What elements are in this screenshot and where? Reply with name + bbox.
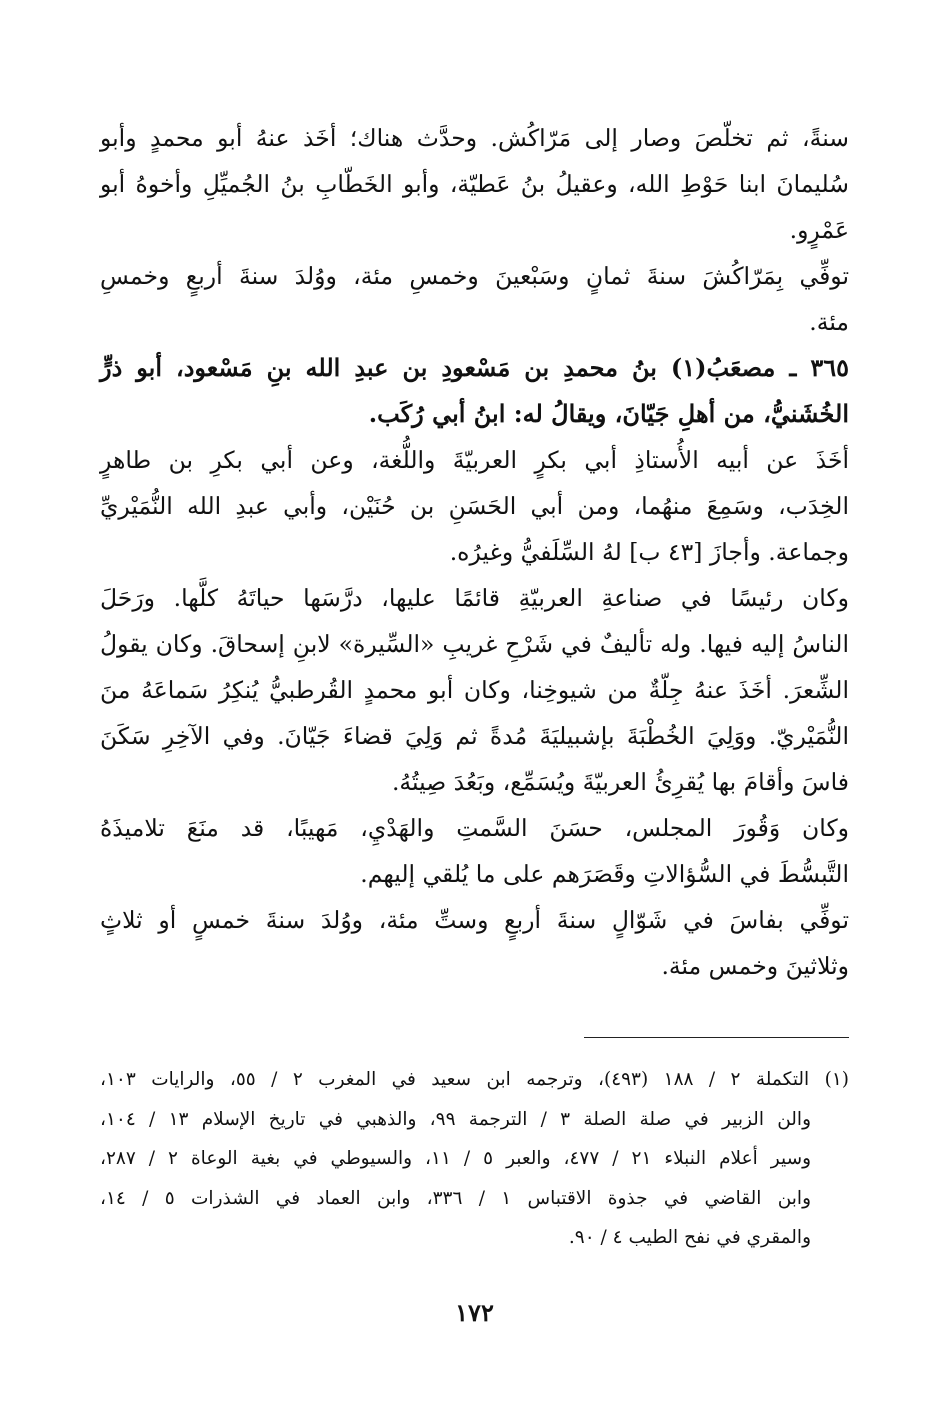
- text-line: وثلاثينَ وخمس مئة.: [661, 952, 849, 980]
- footnote-divider: [584, 1037, 849, 1038]
- text-line: توفِّي بفاسَ في شَوّالٍ سنةَ أربعٍ وستِّ مئة، ووُلدَ سنةَ خمسٍ أو ثلاثٍ: [100, 906, 849, 934]
- entry-heading-line: ٣٦٥ ـ مصعَبُ(١) بنُ محمدِ بن مَسْعودِ بن عبدِ الله بنِ مَسْعود، أبو ذرٍّ: [100, 353, 849, 382]
- main-text: [100, 115, 849, 989]
- text-line: النُّمَيْريّ. ووَلِيَ الخُطْبَةَ بإشبيليَةَ مُدةً ثم وَلِيَ قضاءَ جَيّانَ. وفي الآخِرِ سَكَنَ: [100, 722, 849, 750]
- text-line: توفِّي بِمَرّاكُشَ سنةَ ثمانٍ وسَبْعينَ وخمسِ مئة، ووُلدَ سنةَ أربعٍ وخمسِ: [100, 262, 849, 290]
- text-line: الناسُ إليه فيها. وله تأليفٌ في شَرْحِ غريبِ «السِّيرة» لابنِ إسحاقَ. وكان يقولُ: [100, 630, 849, 658]
- text-line: سنةً، ثم تخلّصَ وصار إلى مَرّاكُش. وحدَّث هناك؛ أخَذ عنهُ أبو محمدٍ وأبو: [100, 124, 849, 152]
- footnote-line: وابن القاضي في جذوة الاقتباس ١ / ٣٣٦، وابن العماد في الشذرات ٥ / ١٤،: [100, 1187, 812, 1209]
- footnotes: [100, 1060, 849, 1258]
- text-line: فاسَ وأقامَ بها يُقرِئُ العربيّةَ ويُسَمِّع، وبَعُدَ صِيتُهُ.: [391, 768, 849, 796]
- text-line: وكان رئيسًا في صناعةِ العربيّةِ قائمًا عليها، درَّسَها حياتَهُ كلَّها. ورَحَلَ: [100, 584, 849, 612]
- entry-heading-line: الخُشَنيُّ، من أهلِ جَيّانَ، ويقالُ له: ابنُ أبي رُكَب.: [368, 399, 849, 428]
- text-line: الشِّعرَ. أخَذَ عنهُ جِلّةٌ من شيوخِنا، وكان أبو محمدٍ القُرطبيُّ يُنكِرُ سَماعَهُ منَ: [100, 676, 849, 704]
- text-line: وكان وَقُورَ المجلس، حسَنَ السَّمتِ والهَدْيِ، مَهيبًا، قد منَعَ تلاميذَهُ: [100, 814, 849, 842]
- text-line: مئة.: [809, 308, 849, 336]
- footnote-line: والن الزبير في صلة الصلة ٣ / الترجمة ٩٩، والذهبي في تاريخ الإسلام ١٣ / ١٠٤،: [100, 1108, 812, 1130]
- text-line: سُليمانَ ابنا حَوْطِ الله، وعقيلُ بنُ عَطيّة، وأبو الخَطّابِ بنُ الجُميِّلِ وأخوهُ أبو: [100, 170, 849, 198]
- footnote-line: (١) التكملة ٢ / ١٨٨ (٤٩٣)، وترجمه ابن سعيد في المغرب ٢ / ٥٥، والرايات ١٠٣،: [100, 1069, 849, 1090]
- text-line: التَّبسُّطَ في السُّؤالاتِ وقَصَرَهم على ما يُلقي إليهم.: [360, 860, 849, 888]
- page-number: ١٧٢: [455, 1298, 494, 1327]
- text-line: الخِدَب، وسَمِعَ منهُما، ومن أبي الحَسَنِ بن حُنَيْن، وأبي عبدِ الله النُّمَيْريِّ: [100, 492, 849, 520]
- text-line: عَمْرٍو.: [789, 216, 849, 244]
- text-line: وجماعة. وأجازَ [٤٣ ب] لهُ السِّلَفيُّ وغيرُه.: [449, 538, 849, 566]
- footnote-line: وسير أعلام النبلاء ٢١ / ٤٧٧، والعبر ٥ / ١١، والسيوطي في بغية الوعاة ٢ / ٢٨٧،: [100, 1148, 812, 1169]
- footnote-line: والمقري في نفح الطيب ٤ / ٩٠.: [568, 1227, 811, 1248]
- text-line: أخَذَ عن أبيه الأُستاذِ أبي بكرٍ العربيّةَ واللُّغة، وعن أبي بكرِ بن طاهرٍ: [100, 446, 849, 474]
